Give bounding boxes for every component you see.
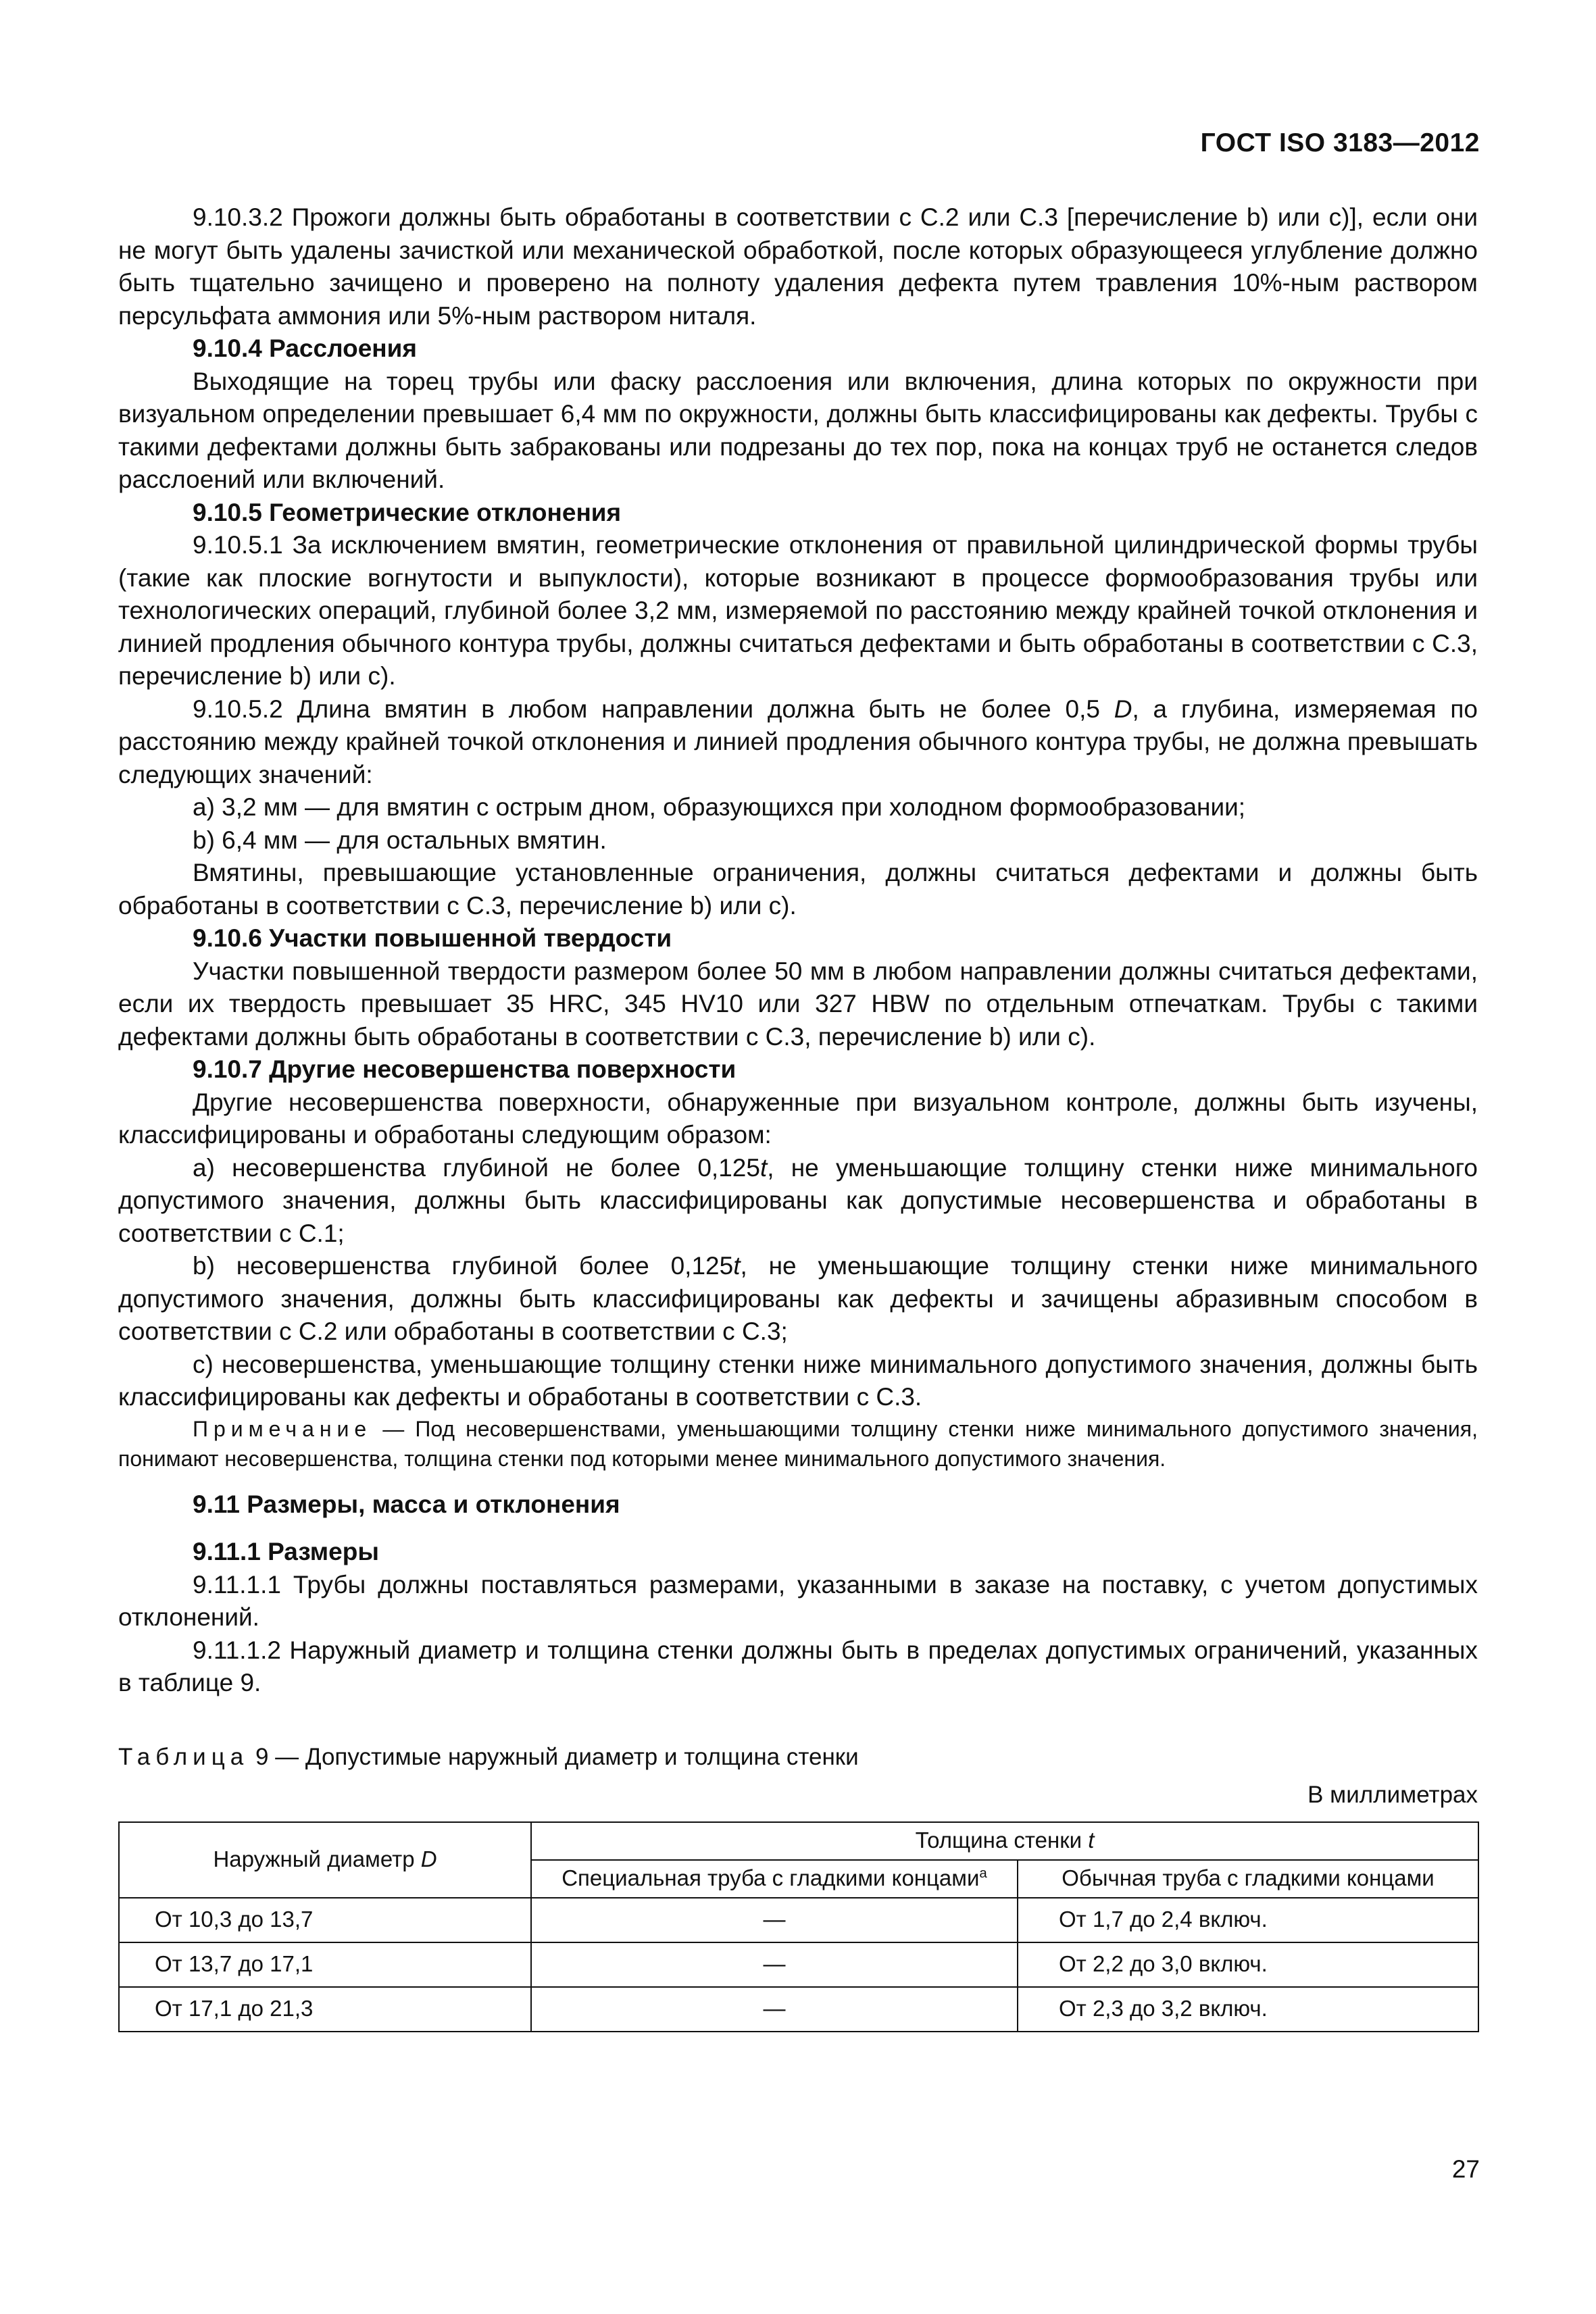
cell-ordinary: От 1,7 до 2,4 включ. bbox=[1018, 1898, 1478, 1942]
note-label: Примечание bbox=[193, 1416, 372, 1441]
heading-9-10-4: 9.10.4 Расслоения bbox=[193, 334, 417, 362]
header-outer-diameter bbox=[119, 1822, 531, 1898]
header-special-pipe bbox=[531, 1860, 1018, 1898]
list-item-dent-b: b) 6,4 мм — для остальных вмятин. bbox=[193, 826, 607, 854]
paragraph-9-10-5-1: 9.10.5.1 За исключением вмятин, геометрические отклонения от правильной цилиндрической формы трубы (такие как плоские вогнутости и выпуклости), которые возникают в процессе формообразования трубы или технологических операций, глубиной более 3,2 мм, измеряемой по расстоянию между крайней точкой отклонения и линией продления обычного контура трубы, должны считаться дефектами и быть обработаны в соответствии с С.3, перечисление b) или с). bbox=[118, 531, 1478, 690]
table-caption-label: Таблица bbox=[118, 1743, 249, 1770]
cell-diameter: От 13,7 до 17,1 bbox=[119, 1942, 531, 1987]
table-row bbox=[119, 1942, 1478, 1987]
paragraph-9-10-5-2-end: , а глубина, измеряемая по расстоянию между крайней точкой отклонения и линией продления обычного контура трубы, не должна превышать следующих значений: bbox=[118, 695, 1478, 788]
page-number: 27 bbox=[1451, 2155, 1480, 2183]
header-outer-diameter-symbol: D bbox=[420, 1846, 437, 1872]
header-wall-thickness-symbol: t bbox=[1088, 1828, 1095, 1853]
heading-9-11-1: 9.11.1 Размеры bbox=[193, 1538, 379, 1565]
list-item-a-start: а) несовершенства глубиной не более 0,125 bbox=[193, 1153, 760, 1182]
list-item-b-end: , не уменьшающие толщину стенки ниже минимального допустимого значения, должны быть классифицированы как дефекты и зачищены абразивным способом в соответствии с С.2 или обработаны в соответствии с С.3; bbox=[118, 1252, 1478, 1345]
cell-special: — bbox=[531, 1987, 1018, 2032]
note-text: — Под несовершенствами, уменьшающими толщину стенки ниже минимального допустимого значения, понимают несовершенства, толщина стенки под которыми менее минимального допустимого значения. bbox=[118, 1416, 1478, 1471]
list-item-imperfection-a bbox=[118, 1152, 1478, 1251]
cell-ordinary: От 2,3 до 3,2 включ. bbox=[1018, 1987, 1478, 2032]
dimensions-table bbox=[118, 1821, 1479, 2032]
list-item-a-end: , не уменьшающие толщину стенки ниже минимального допустимого значения, должны быть классифицированы как допустимые несовершенства и обработаны в соответствии с С.1; bbox=[118, 1153, 1478, 1247]
note bbox=[118, 1414, 1478, 1474]
document-body bbox=[118, 201, 1478, 2032]
list-item-imperfection-b bbox=[118, 1250, 1478, 1349]
table-row bbox=[119, 1987, 1478, 2032]
cell-diameter: От 17,1 до 21,3 bbox=[119, 1987, 531, 2032]
paragraph-9-11-1-1: 9.11.1.1 Трубы должны поставляться размерами, указанными в заказе на поставку, с учетом допустимых отклонений. bbox=[118, 1570, 1478, 1631]
table-units: В миллиметрах bbox=[1307, 1781, 1478, 1808]
header-special-pipe-label: Специальная труба с гладкими концами bbox=[562, 1865, 980, 1891]
cell-special: — bbox=[531, 1898, 1018, 1942]
paragraph-9-10-5-2 bbox=[118, 693, 1478, 792]
header-wall-thickness-label: Толщина стенки bbox=[915, 1828, 1089, 1853]
header-ordinary-pipe: Обычная труба с гладкими концами bbox=[1018, 1860, 1478, 1898]
heading-9-11: 9.11 Размеры, масса и отклонения bbox=[193, 1490, 620, 1518]
table-row bbox=[119, 1898, 1478, 1942]
cell-special: — bbox=[531, 1942, 1018, 1987]
paragraph-9-10-6: Участки повышенной твердости размером более 50 мм в любом направлении должны считаться дефектами, если их твердость превышает 35 HRC, 345 HV10 или 327 HBW по отдельным отпечаткам. Трубы с такими дефектами должны быть обработаны в соответствии с С.3, перечисление b) или с). bbox=[118, 957, 1478, 1051]
header-special-footnote: a bbox=[979, 1865, 987, 1882]
document-code-header: ГОСТ ISO 3183—2012 bbox=[1200, 128, 1480, 157]
paragraph-9-10-5-2-start: 9.10.5.2 Длина вмятин в любом направлении должна быть не более 0,5 bbox=[193, 695, 1114, 723]
paragraph-9-10-3-2: 9.10.3.2 Прожоги должны быть обработаны в соответствии с С.2 или С.3 [перечисление b) или с)], если они не могут быть удалены зачисткой или механической обработкой, после которых образующееся углубление должно быть тщательно зачищено и проверено на полноту удаления дефекта путем травления 10%-ным раствором персульфата аммония или 5%-ным раствором ниталя. bbox=[118, 203, 1478, 330]
cell-diameter: От 10,3 до 13,7 bbox=[119, 1898, 531, 1942]
cell-ordinary: От 2,2 до 3,0 включ. bbox=[1018, 1942, 1478, 1987]
paragraph-dents: Вмятины, превышающие установленные ограничения, должны считаться дефектами и должны быть обработаны в соответствии с С.3, перечисление b) или с). bbox=[118, 859, 1478, 920]
table-caption bbox=[118, 1742, 1478, 1773]
paragraph-9-10-4: Выходящие на торец трубы или фаску расслоения или включения, длина которых по окружности при визуальном определении превышает 6,4 мм по окружности, должны быть классифицированы как дефекты. Трубы с такими дефектами должны быть забракованы или подрезаны до тех пор, пока на концах труб не останется следов расслоений или включений. bbox=[118, 367, 1478, 493]
paragraph-9-10-7: Другие несовершенства поверхности, обнаруженные при визуальном контроле, должны быть изучены, классифицированы и обработаны следующим образом: bbox=[118, 1088, 1478, 1149]
heading-9-10-6: 9.10.6 Участки повышенной твердости bbox=[193, 924, 672, 952]
list-item-b-start: b) несовершенства глубиной более 0,125 bbox=[193, 1252, 734, 1280]
table-caption-text: 9 — Допустимые наружный диаметр и толщина стенки bbox=[249, 1743, 859, 1770]
header-wall-thickness bbox=[531, 1822, 1478, 1860]
thickness-symbol: t bbox=[759, 1153, 768, 1182]
paragraph-9-11-1-2: 9.11.1.2 Наружный диаметр и толщина стенки должны быть в пределах допустимых ограничений, указанных в таблице 9. bbox=[118, 1636, 1478, 1696]
list-item-dent-a: а) 3,2 мм — для вмятин с острым дном, образующихся при холодном формообразовании; bbox=[193, 793, 1246, 821]
list-item-imperfection-c: с) несовершенства, уменьшающие толщину стенки ниже минимального допустимого значения, должны быть классифицированы как дефекты и обработаны в соответствии с С.3. bbox=[118, 1350, 1478, 1411]
header-outer-diameter-label: Наружный диаметр bbox=[213, 1846, 421, 1872]
thickness-symbol: t bbox=[733, 1252, 741, 1280]
diameter-symbol: D bbox=[1114, 695, 1132, 723]
heading-9-10-5: 9.10.5 Геометрические отклонения bbox=[193, 498, 622, 526]
heading-9-10-7: 9.10.7 Другие несовершенства поверхности bbox=[193, 1055, 737, 1083]
